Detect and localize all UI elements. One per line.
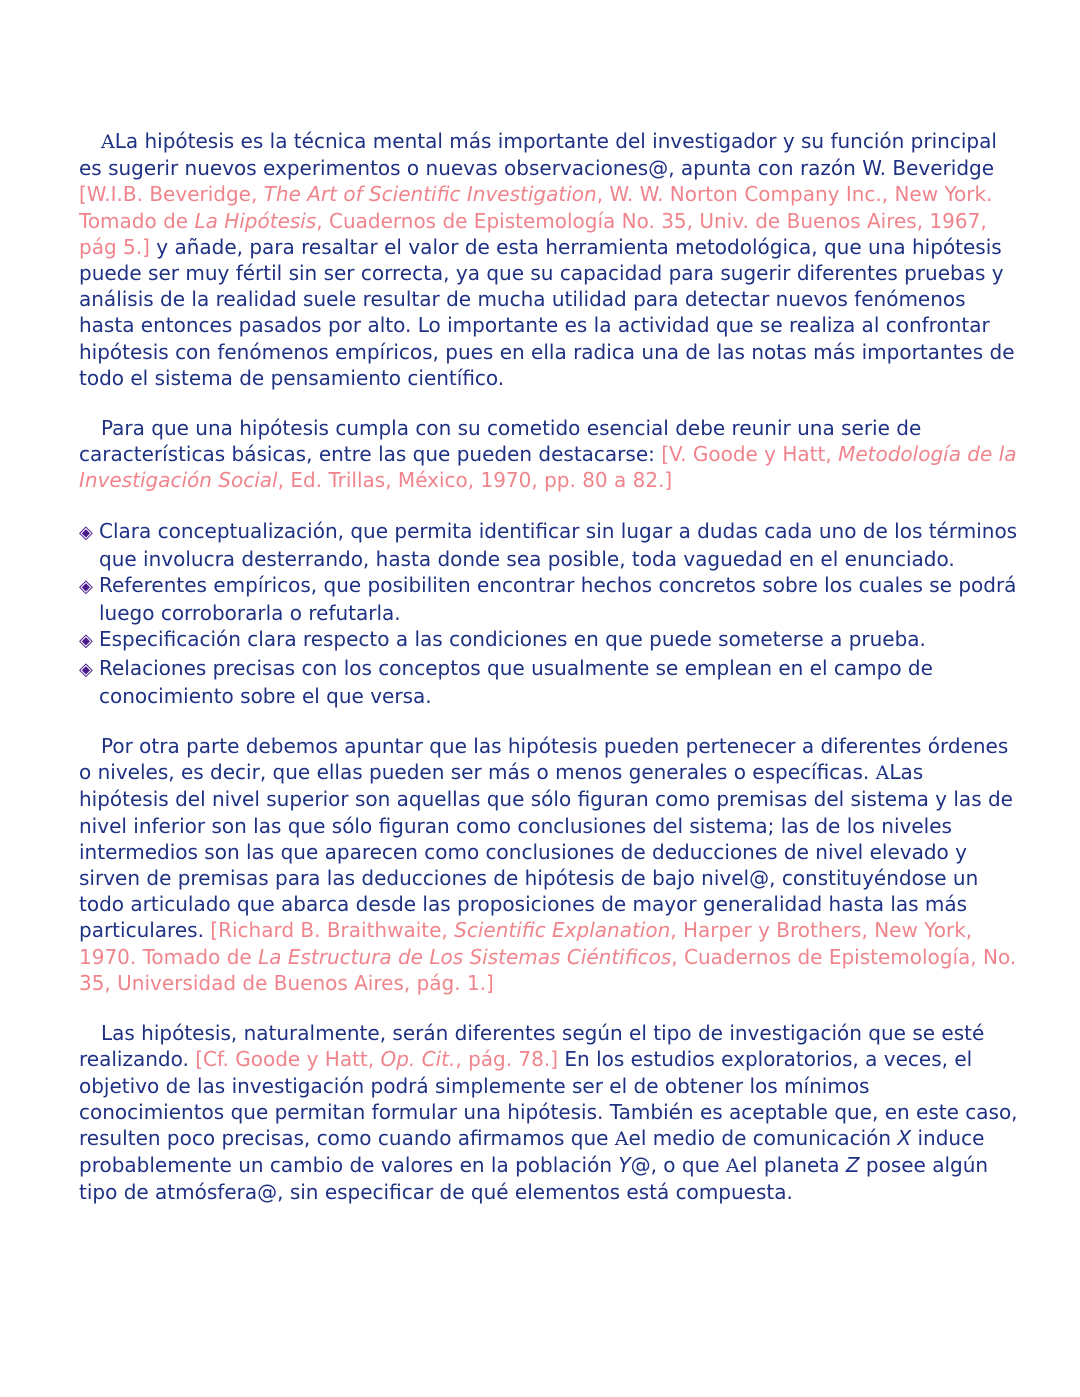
citation-text: , Harper y Brothers, New York, 1970. Tomado de	[79, 918, 973, 969]
text: @, o que	[630, 1153, 726, 1178]
quote-mark: A	[725, 1155, 740, 1178]
citation-text: [V. Goode y Hatt,	[661, 442, 839, 467]
citation-title: The Art of Scientific Investigation	[263, 182, 597, 207]
list-item-text: Clara conceptualización, que permita identificar sin lugar a dudas cada uno de los términos que involucra desterrando, hasta donde sea posible, toda vaguedad en el enunciado.	[99, 518, 1018, 571]
citation-text: , Cuadernos de Epistemología No. 35, Univ. de Buenos Aires, 1967, pág 5.]	[79, 208, 987, 259]
diamond-bullet-icon: ◈	[79, 630, 93, 652]
citation-title: La Hipótesis	[194, 208, 317, 233]
text: Las hipótesis, naturalmente, serán diferentes según el tipo de investigación que se esté realizando.	[79, 1021, 985, 1072]
paragraph-hypothesis-intro	[79, 128, 1019, 391]
citation-title: Metodología de la Investigación Social	[79, 442, 1017, 493]
list-item	[79, 626, 1019, 654]
citation-text: [W.I.B. Beveridge,	[79, 182, 264, 207]
quote-mark: A	[101, 131, 115, 153]
citation-text: , W. W. Norton Company Inc., New York. Tomado de	[79, 182, 993, 233]
paragraph-levels	[79, 733, 1019, 996]
citation-text: , Cuadernos de Epistemología, No. 35, Universidad de Buenos Aires, pág. 1.]	[79, 944, 1017, 995]
text: posee algún tipo de atmósfera@, sin especificar de qué elementos está compuesta.	[79, 1153, 989, 1205]
text: induce probablemente un cambio de valores en la población	[79, 1125, 985, 1178]
list-item-text: Relaciones precisas con los conceptos que usualmente se emplean en el campo de conocimiento sobre el que versa.	[99, 655, 933, 708]
variable-x: X	[897, 1125, 912, 1150]
text: el medio de comunicación	[628, 1125, 898, 1150]
citation-goode-hatt-op-cit	[195, 1047, 558, 1071]
citation-title: Op. Cit.	[380, 1047, 456, 1072]
citation-title: La Estructura de Los Sistemas Ciéntificos	[258, 944, 672, 969]
characteristics-list	[79, 518, 1019, 709]
citation-braithwaite	[79, 918, 1016, 994]
text: Por otra parte debemos apuntar que las hipótesis pueden pertenecer a diferentes órdenes o niveles, es decir, que ellas pueden ser más o menos generales o específicas.	[79, 734, 1009, 785]
paragraph-research-types	[79, 1020, 1019, 1205]
citation-text: [Cf. Goode y Hatt,	[195, 1047, 381, 1072]
text: el planeta	[739, 1153, 846, 1178]
variable-z: Z	[845, 1153, 860, 1178]
text: Para que una hipótesis cumpla con su cometido esencial debe reunir una serie de características básicas, entre las que pueden destacarse:	[79, 416, 922, 467]
list-item	[79, 572, 1019, 626]
citation-text: , pág. 78.]	[455, 1047, 559, 1072]
diamond-bullet-icon: ◈	[79, 658, 93, 680]
citation-title: Scientific Explanation	[454, 918, 671, 943]
document-page	[79, 128, 1019, 1230]
list-item	[79, 655, 1019, 709]
list-item	[79, 518, 1019, 572]
citation-text: [Richard B. Braithwaite,	[210, 918, 455, 943]
text: La hipótesis es la técnica mental más importante del investigador y su función principal es sugerir nuevos experimentos o nuevas observaciones@, apunta con razón W. Beveridge	[79, 129, 997, 181]
variable-y: Y	[618, 1153, 631, 1178]
list-item-text: Especificación clara respecto a las condiciones en que puede someterse a prueba.	[99, 627, 926, 652]
list-item-text: Referentes empíricos, que posibiliten encontrar hechos concretos sobre los cuales se podrá luego corroborarla o refutarla.	[99, 573, 1017, 626]
diamond-bullet-icon: ◈	[79, 521, 93, 543]
quote-mark: A	[614, 1127, 629, 1150]
citation-text: , Ed. Trillas, México, 1970, pp. 80 a 82.]	[277, 468, 673, 493]
text: y añade, para resaltar el valor de esta herramienta metodológica, que una hipótesis puede ser muy fértil sin ser correcta, ya que su capacidad para sugerir diferentes pruebas y análisis de la realidad suele resultar de mucha utilidad para detectar nuevos fenómenos hasta entonces pasados por alto. Lo importante es la actividad que se realiza al confrontar hipótesis con fenómenos empíricos, pues en ella radica una de las notas más importantes de todo el sistema de pensamiento científico.	[79, 234, 1015, 390]
quote-mark: A	[875, 762, 890, 785]
paragraph-characteristics	[79, 415, 1019, 494]
text: Las hipótesis del nivel superior son aquellas que sólo figuran como premisas del sistema y las de nivel inferior son las que sólo figuran como conclusiones del sistema; las de los niveles intermedios son las que aparecen como conclusiones de deducciones de nivel elevado y sirven de premisas para las deducciones de hipótesis de bajo nivel@, constituyéndose un todo articulado que abarca desde las proposiciones de mayor generalidad hasta las más particulares.	[79, 760, 1013, 943]
diamond-bullet-icon: ◈	[79, 576, 93, 598]
text: En los estudios exploratorios, a veces, el objetivo de las investigación podrá simplemente ser el de obtener los mínimos conocimientos que permitan formular una hipótesis. También es aceptable que, en este caso, resulten poco precisas, como cuando afirmamos que	[79, 1047, 1018, 1150]
